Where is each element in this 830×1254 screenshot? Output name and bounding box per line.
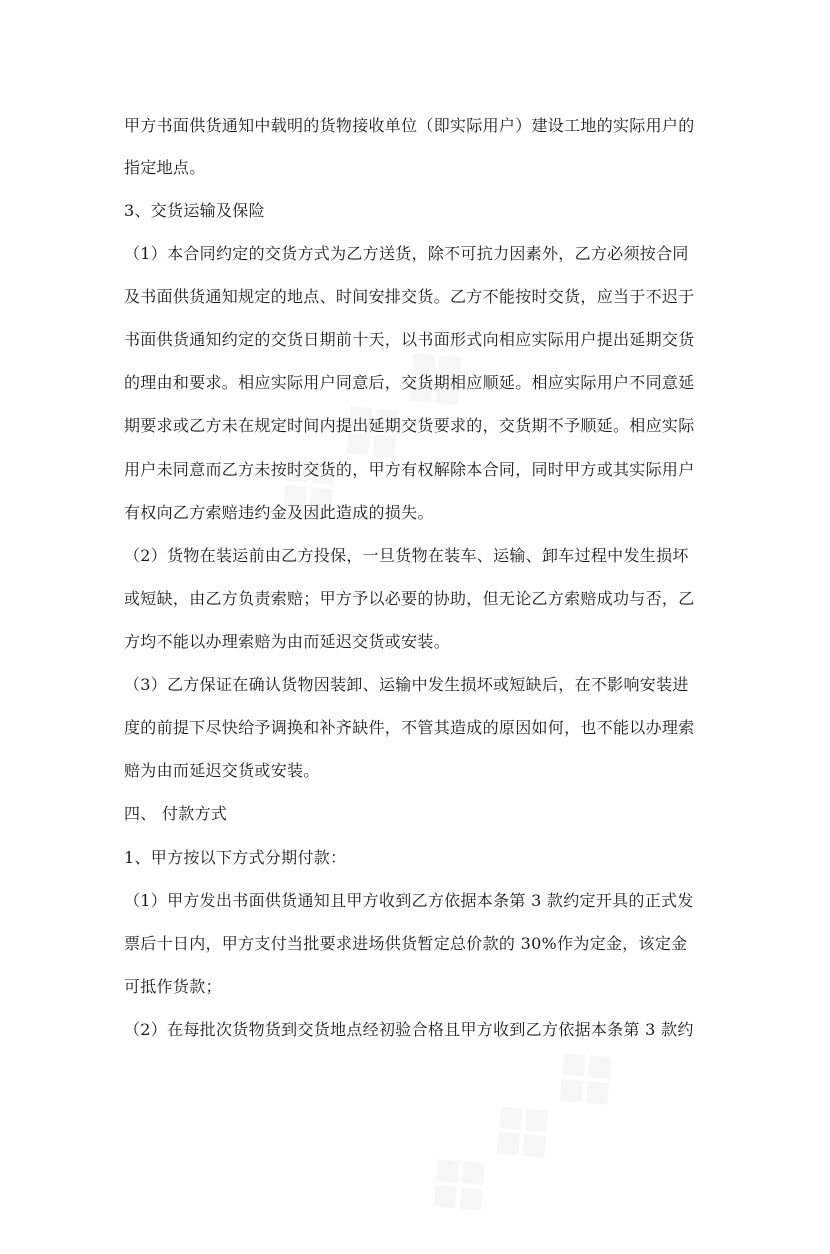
text-line: （3）乙方保证在确认货物因装卸、运输中发生损坏或短缺后，在不影响安装进 [124, 675, 689, 694]
text-line: 用户未同意而乙方未按时交货的，甲方有权解除本合同，同时甲方或其实际用户 [124, 460, 695, 479]
text-line: 赔为由而延迟交货或安装。 [124, 761, 320, 780]
text-line: （2）货物在装运前由乙方投保，一旦货物在装车、运输、卸车过程中发生损坏 [124, 546, 689, 565]
section-heading: 四、 付款方式 [124, 804, 228, 823]
text-line: 指定地点。 [124, 158, 206, 177]
text-line: 的理由和要求。相应实际用户同意后，交货期相应顺延。相应实际用户不同意延 [124, 373, 695, 392]
text-line: 甲方书面供货通知中载明的货物接收单位（即实际用户）建设工地的实际用户的 [124, 116, 695, 135]
text-line: 期要求或乙方未在规定时间内提出延期交货要求的，交货期不予顺延。相应实际 [124, 416, 695, 435]
text-line: 方均不能以办理索赔为由而延迟交货或安装。 [124, 632, 451, 651]
text-line: （1）本合同约定的交货方式为乙方送货，除不可抗力因素外，乙方必须按合同 [124, 244, 689, 263]
text-line: 1、甲方按以下方式分期付款： [124, 848, 347, 867]
text-line: 书面供货通知约定的交货日期前十天，以书面形式向相应实际用户提出延期交货 [124, 330, 695, 349]
text-line: 及书面供货通知规定的地点、时间安排交货。乙方不能按时交货，应当于不迟于 [124, 287, 695, 306]
text-line: （1）甲方发出书面供货通知且甲方收到乙方依据本条第 3 款约定开具的正式发 [124, 891, 694, 910]
text-line: 票后十日内，甲方支付当批要求进场供货暂定总价款的 30%作为定金，该定金 [124, 934, 688, 953]
text-line: 或短缺，由乙方负责索赔；甲方予以必要的协助，但无论乙方索赔成功与否，乙 [124, 589, 695, 608]
text-line: 有权向乙方索赔违约金及因此造成的损失。 [124, 503, 434, 522]
text-line: 度的前提下尽快给予调换和补齐缺件，不管其造成的原因如何，也不能以办理索 [124, 718, 695, 737]
text-line: 可抵作货款； [124, 977, 222, 996]
text-line: （2）在每批次货物货到交货地点经初验合格且甲方收到乙方依据本条第 3 款约 [124, 1020, 694, 1039]
section-heading: 3、交货运输及保险 [124, 201, 265, 220]
watermark [395, 1013, 653, 1254]
